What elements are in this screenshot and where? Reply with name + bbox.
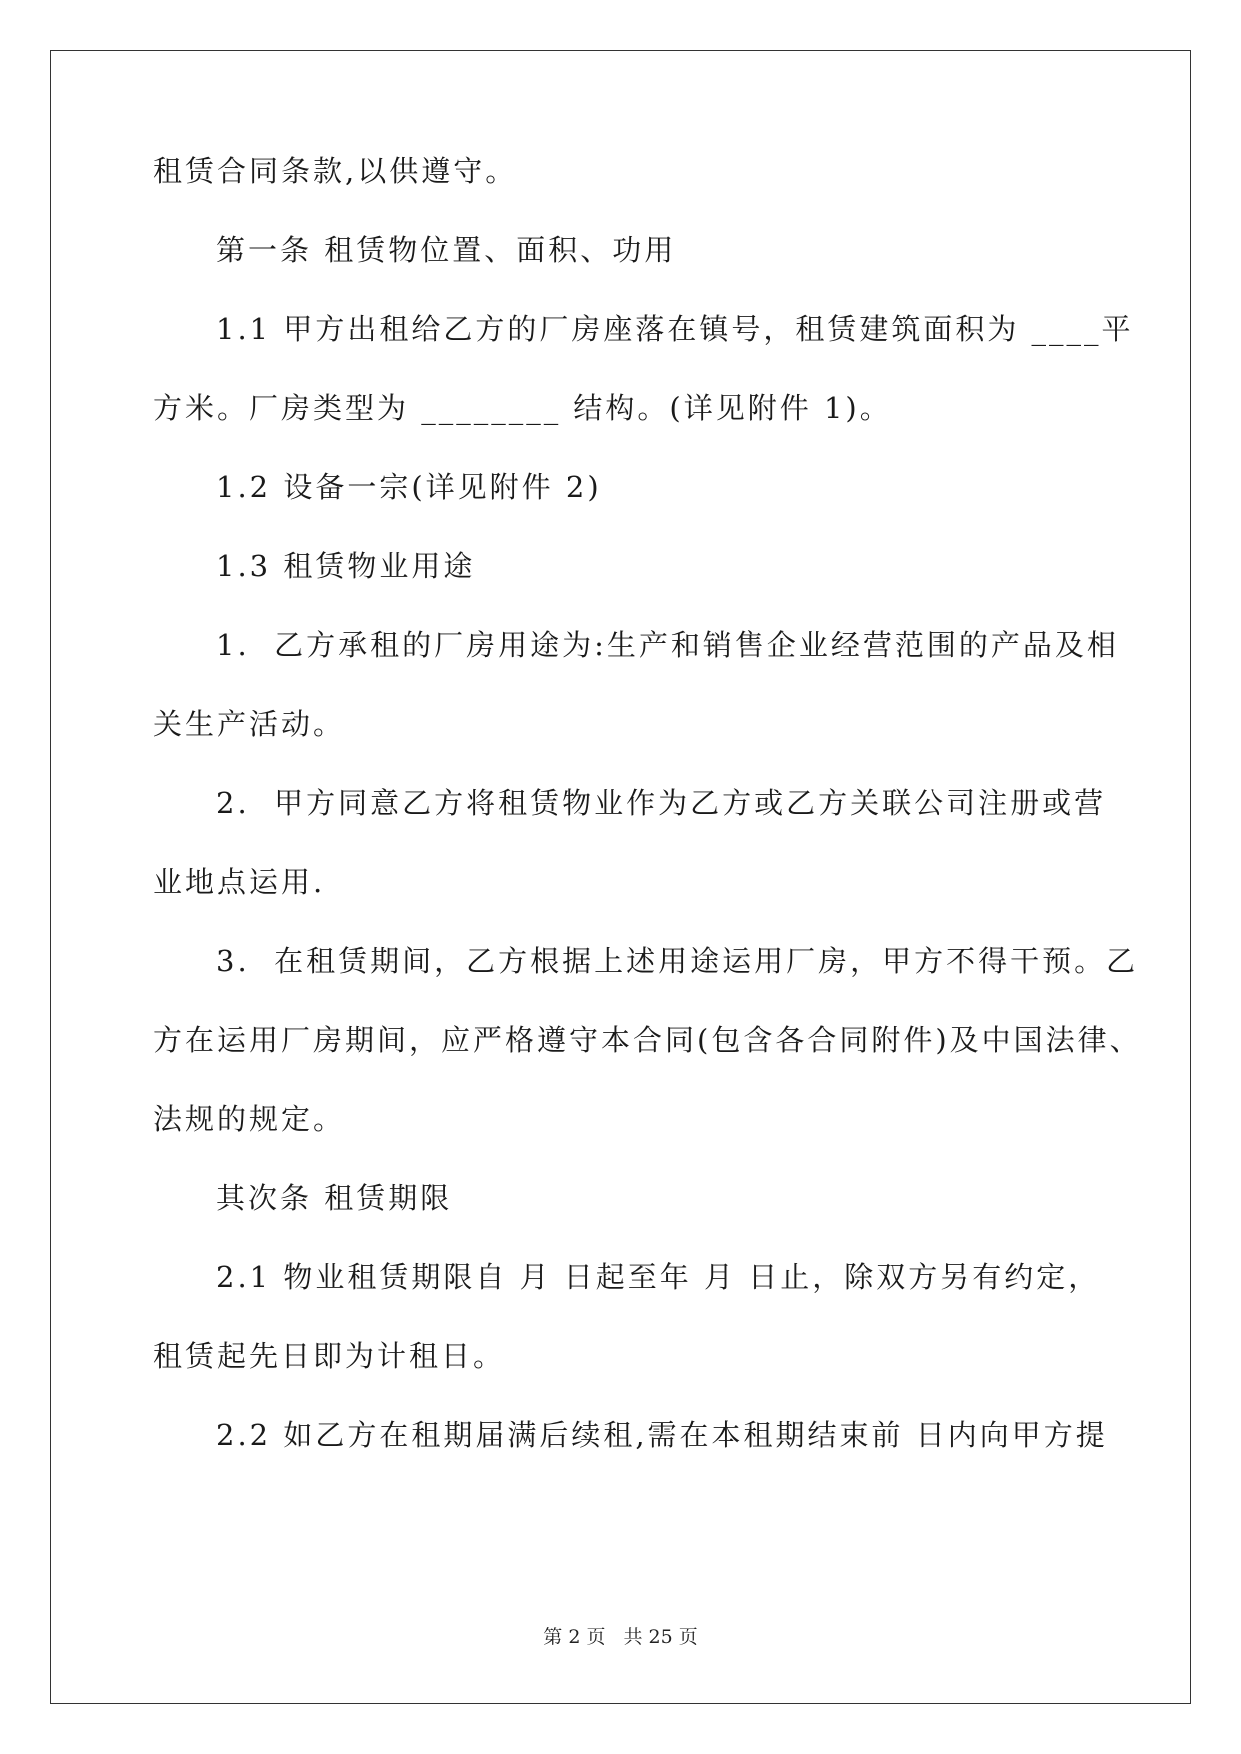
paragraph-line: 租赁起先日即为计租日。: [153, 1339, 506, 1373]
paragraph-line: 1.2 设备一宗(详见附件 2): [216, 470, 602, 504]
paragraph-line: 2.1 物业租赁期限自 月 日起至年 月 日止，除双方另有约定，: [216, 1260, 1101, 1294]
page-number: 第 2 页: [543, 1626, 606, 1648]
page-footer: [0, 1622, 1241, 1649]
total-pages: 共 25 页: [623, 1626, 698, 1648]
paragraph-line: 1.3 租赁物业用途: [216, 549, 476, 583]
paragraph-line: 2.2 如乙方在租期届满后续租,需在本租期结束前 日内向甲方提: [216, 1418, 1108, 1452]
paragraph-line: 3. 在租赁期间，乙方根据上述用途运用厂房，甲方不得干预。乙: [216, 944, 1139, 978]
paragraph-line: 法规的规定。: [153, 1102, 346, 1136]
section-heading: 其次条 租赁期限: [216, 1181, 453, 1215]
paragraph-line: 2. 甲方同意乙方将租赁物业作为乙方或乙方关联公司注册或营: [216, 786, 1107, 820]
paragraph-line: 关生产活动。: [153, 707, 346, 741]
paragraph-line: 方在运用厂房期间，应严格遵守本合同(包含各合同附件)及中国法律、: [153, 1023, 1142, 1057]
section-heading: 第一条 租赁物位置、面积、功用: [216, 233, 677, 267]
paragraph-line: 1. 乙方承租的厂房用途为:生产和销售企业经营范围的产品及相: [216, 628, 1119, 662]
paragraph-line: 业地点运用.: [153, 865, 326, 899]
paragraph-line: 租赁合同条款,以供遵守。: [153, 154, 518, 188]
paragraph-line: 1.1 甲方出租给乙方的厂房座落在镇号，租赁建筑面积为 ____平: [216, 312, 1134, 346]
paragraph-line: 方米。厂房类型为 ________ 结构。(详见附件 1)。: [153, 391, 892, 425]
